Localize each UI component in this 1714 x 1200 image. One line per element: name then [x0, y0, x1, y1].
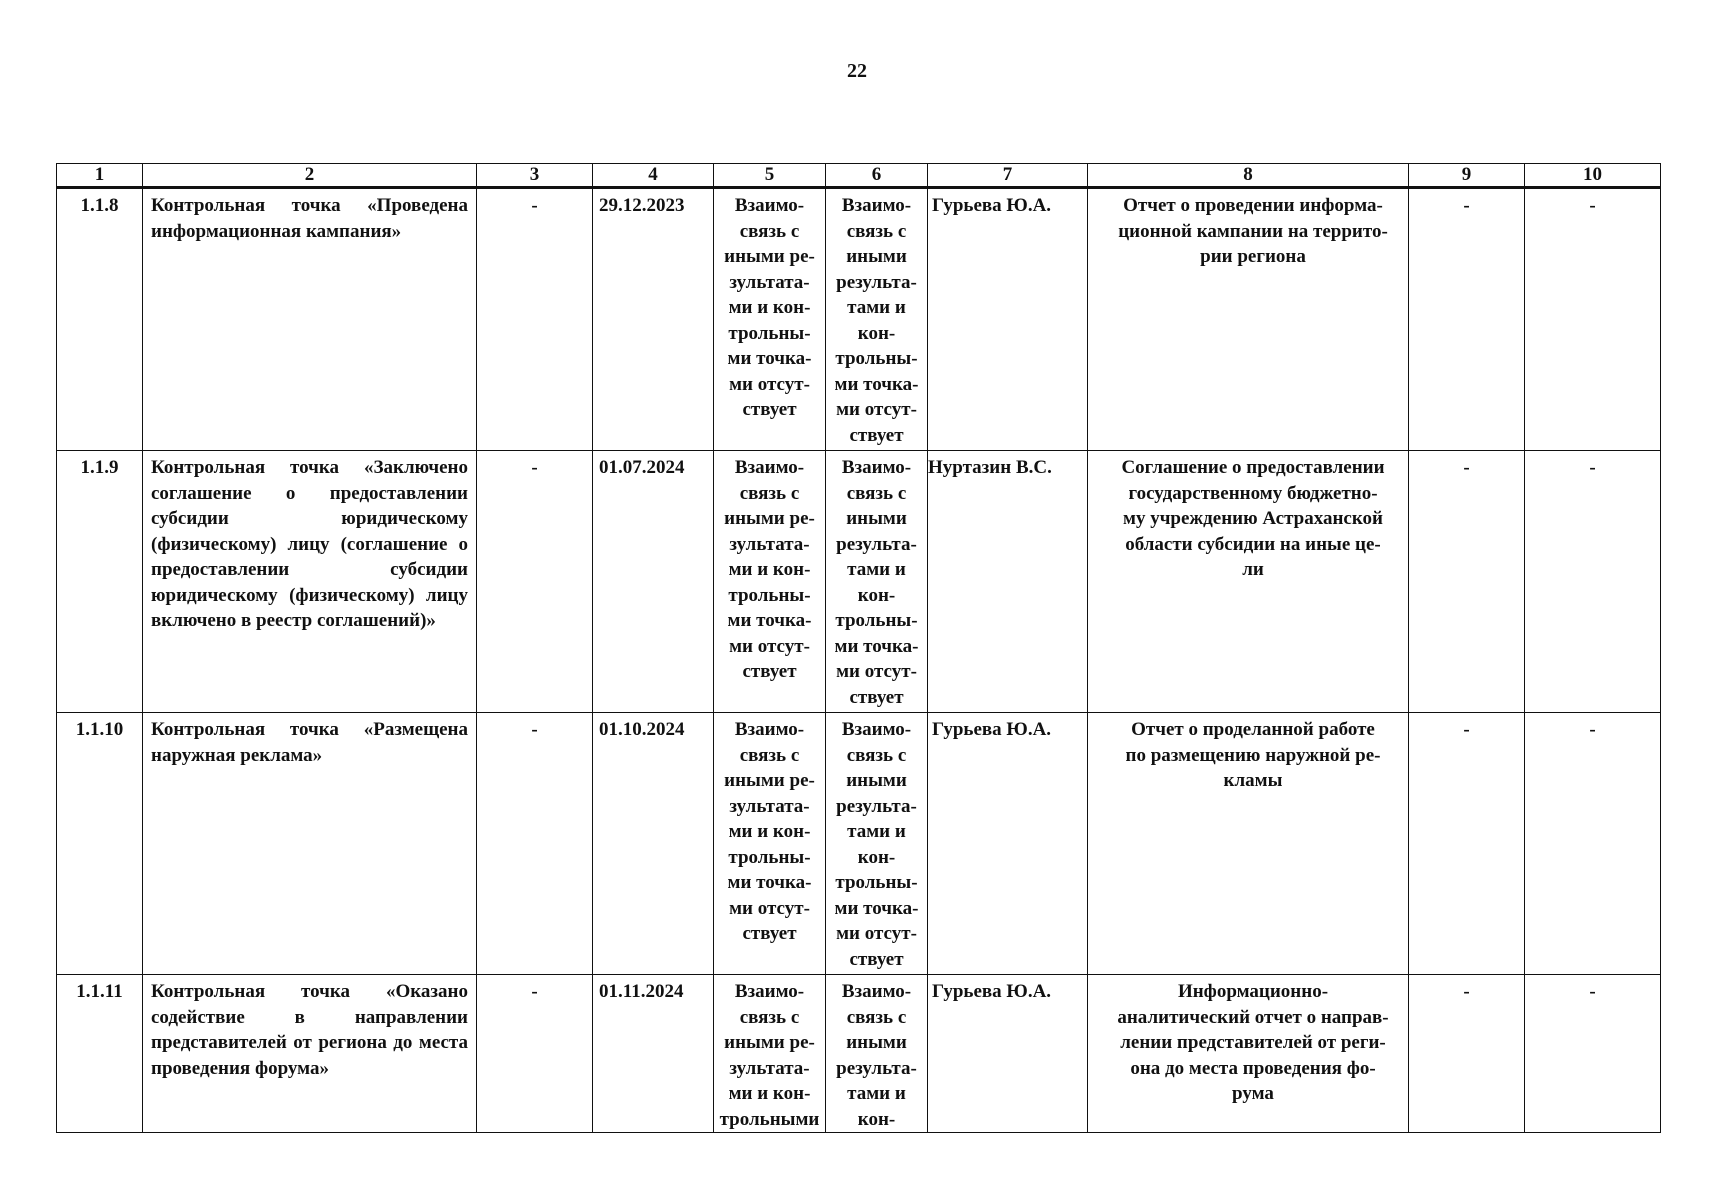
text-line: трольны- — [728, 584, 811, 606]
text-line: трольны- — [835, 348, 918, 369]
text-line: ми точка- — [834, 373, 919, 395]
text-line: ствует — [849, 686, 904, 708]
text-line: зультата- — [729, 795, 810, 817]
cell-col9: - — [1409, 451, 1525, 713]
text-line: иными ре- — [724, 246, 815, 267]
text-line: ми точка- — [727, 610, 812, 631]
text-line: Соглашение о предоставлении — [1121, 457, 1385, 478]
text-line: Взаимо- — [841, 719, 912, 740]
text-line: ствует — [849, 948, 904, 970]
page-number: 22 — [847, 60, 867, 82]
header-cell: 8 — [1088, 164, 1409, 188]
text-line: ми отсут- — [836, 399, 917, 420]
text-line: трольны- — [835, 872, 918, 893]
text-line: Взаимо- — [734, 195, 805, 216]
text-line: иными — [846, 508, 907, 529]
text-line: ми точка- — [727, 348, 812, 369]
text-line: ми и кон- — [728, 297, 811, 318]
cell-col10: - — [1525, 713, 1661, 975]
text-line: ми и кон- — [728, 559, 811, 580]
text-line: связь с — [739, 744, 800, 766]
relationship-cell — [826, 188, 928, 451]
text-line: ствует — [742, 923, 797, 944]
header-cell: 10 — [1525, 164, 1661, 188]
text-line: ми отсут- — [729, 897, 810, 919]
text-line: связь с — [739, 482, 800, 504]
text-line: Отчет о проделанной работе — [1131, 719, 1375, 740]
table-row — [57, 713, 1661, 975]
document-cell — [1088, 975, 1409, 1133]
row-number: 1.1.9 — [57, 451, 143, 713]
text-line: ми отсут- — [729, 373, 810, 395]
text-line: трольны- — [728, 846, 811, 868]
text-line: рии региона — [1200, 246, 1306, 267]
header-cell: 1 — [57, 164, 143, 188]
text-line: Взаимо- — [841, 195, 912, 216]
text-line: ствует — [849, 424, 904, 446]
control-point-name: Контрольная точка «Заключено соглашение о предоставлении субсидии юридическому (физическому) лицу (соглашение о предоставлении субсидии юридическому (физическому) лицу включено в реестр соглашений)» — [143, 451, 477, 713]
relationship-cell — [826, 713, 928, 975]
header-cell: 2 — [143, 164, 477, 188]
text-line: ли — [1242, 559, 1264, 580]
text-line: ми отсут- — [836, 661, 917, 682]
cell-col9: - — [1409, 975, 1525, 1133]
text-line: Взаимо- — [734, 457, 805, 478]
text-line: связь с — [846, 1006, 907, 1028]
responsible-person: Гурьева Ю.А. — [928, 188, 1088, 451]
header-row — [57, 164, 1661, 188]
cell-col10: - — [1525, 975, 1661, 1133]
text-line: кламы — [1223, 770, 1283, 791]
text-line: кон- — [857, 322, 896, 344]
text-line: ми точка- — [834, 635, 919, 657]
responsible-person: Гурьева Ю.А. — [928, 713, 1088, 975]
table-row — [57, 975, 1661, 1133]
text-line: ми отсут- — [729, 635, 810, 657]
text-line: ми и кон- — [728, 821, 811, 842]
responsible-person: Гурьева Ю.А. — [928, 975, 1088, 1133]
control-point-name: Контрольная точка «Размещена наружная реклама» — [143, 713, 477, 975]
cell-col9: - — [1409, 188, 1525, 451]
text-line: ми и кон- — [728, 1083, 811, 1104]
header-cell: 6 — [826, 164, 928, 188]
cell-col9: - — [1409, 713, 1525, 975]
relationship-cell — [714, 451, 826, 713]
cell-col10: - — [1525, 451, 1661, 713]
text-line: лении представителей от реги- — [1120, 1032, 1386, 1053]
text-line: зультата- — [729, 271, 810, 293]
text-line: результа- — [836, 795, 917, 817]
header-cell: 3 — [477, 164, 593, 188]
text-line: связь с — [846, 482, 907, 504]
header-cell: 5 — [714, 164, 826, 188]
deadline-date: 29.12.2023 — [593, 188, 714, 451]
deadline-date: 01.07.2024 — [593, 451, 714, 713]
text-line: ми отсут- — [836, 923, 917, 944]
text-line: ционной кампании на террито- — [1118, 220, 1388, 242]
text-line: зультата- — [729, 533, 810, 555]
text-line: Отчет о проведении информа- — [1123, 195, 1383, 216]
table-row — [57, 188, 1661, 451]
text-line: трольны- — [835, 610, 918, 631]
text-line: му учреждению Астраханской — [1123, 508, 1383, 529]
header-cell: 4 — [593, 164, 714, 188]
text-line: иными — [846, 1032, 907, 1053]
document-cell — [1088, 188, 1409, 451]
text-line: ствует — [742, 399, 797, 420]
text-line: результа- — [836, 1057, 917, 1079]
text-line: трольны- — [728, 322, 811, 344]
table-row — [57, 451, 1661, 713]
text-line: кон- — [857, 584, 896, 606]
relationship-cell — [826, 975, 928, 1133]
text-line: иными ре- — [724, 1032, 815, 1053]
text-line: государственному бюджетно- — [1128, 482, 1378, 504]
relationship-cell — [714, 975, 826, 1133]
cell-col3: - — [477, 713, 593, 975]
text-line: Информационно- — [1177, 981, 1329, 1002]
row-number: 1.1.8 — [57, 188, 143, 451]
text-line: связь с — [846, 220, 907, 242]
text-line: трольными — [719, 1108, 820, 1130]
text-line: Взаимо- — [734, 981, 805, 1002]
row-number: 1.1.10 — [57, 713, 143, 975]
row-number: 1.1.11 — [57, 975, 143, 1133]
text-line: тами и — [847, 1083, 906, 1104]
deadline-date: 01.11.2024 — [593, 975, 714, 1133]
relationship-cell — [826, 451, 928, 713]
deadline-date: 01.10.2024 — [593, 713, 714, 975]
text-line: иными — [846, 770, 907, 791]
text-line: аналитический отчет о направ- — [1117, 1006, 1389, 1028]
text-line: она до места проведения фо- — [1130, 1057, 1376, 1079]
relationship-cell — [714, 713, 826, 975]
text-line: области субсидии на иные це- — [1125, 533, 1381, 555]
control-point-name: Контрольная точка «Проведена информационная кампания» — [143, 188, 477, 451]
header-cell: 9 — [1409, 164, 1525, 188]
text-line: иными — [846, 246, 907, 267]
text-line: ми точка- — [834, 897, 919, 919]
cell-col3: - — [477, 451, 593, 713]
text-line: зультата- — [729, 1057, 810, 1079]
cell-col3: - — [477, 975, 593, 1133]
cell-col3: - — [477, 188, 593, 451]
document-cell — [1088, 713, 1409, 975]
responsible-person: Нуртазин В.С. — [928, 451, 1088, 713]
text-line: иными ре- — [724, 770, 815, 791]
text-line: тами и — [847, 559, 906, 580]
header-cell: 7 — [928, 164, 1088, 188]
text-line: тами и — [847, 297, 906, 318]
relationship-cell — [714, 188, 826, 451]
text-line: ми точка- — [727, 872, 812, 893]
text-line: иными ре- — [724, 508, 815, 529]
text-line: Взаимо- — [841, 457, 912, 478]
document-cell — [1088, 451, 1409, 713]
text-line: Взаимо- — [734, 719, 805, 740]
text-line: ствует — [742, 661, 797, 682]
cell-col10: - — [1525, 188, 1661, 451]
text-line: кон- — [857, 846, 896, 868]
text-line: связь с — [846, 744, 907, 766]
text-line: результа- — [836, 533, 917, 555]
text-line: связь с — [739, 1006, 800, 1028]
text-line: Взаимо- — [841, 981, 912, 1002]
text-line: связь с — [739, 220, 800, 242]
text-line: рума — [1232, 1083, 1274, 1104]
control-points-table — [56, 163, 1661, 1133]
text-line: результа- — [836, 271, 917, 293]
text-line: по размещению наружной ре- — [1125, 744, 1381, 766]
text-line: кон- — [857, 1108, 896, 1130]
text-line: тами и — [847, 821, 906, 842]
control-point-name: Контрольная точка «Оказано содействие в направлении представителей от региона до места проведения форума» — [143, 975, 477, 1133]
